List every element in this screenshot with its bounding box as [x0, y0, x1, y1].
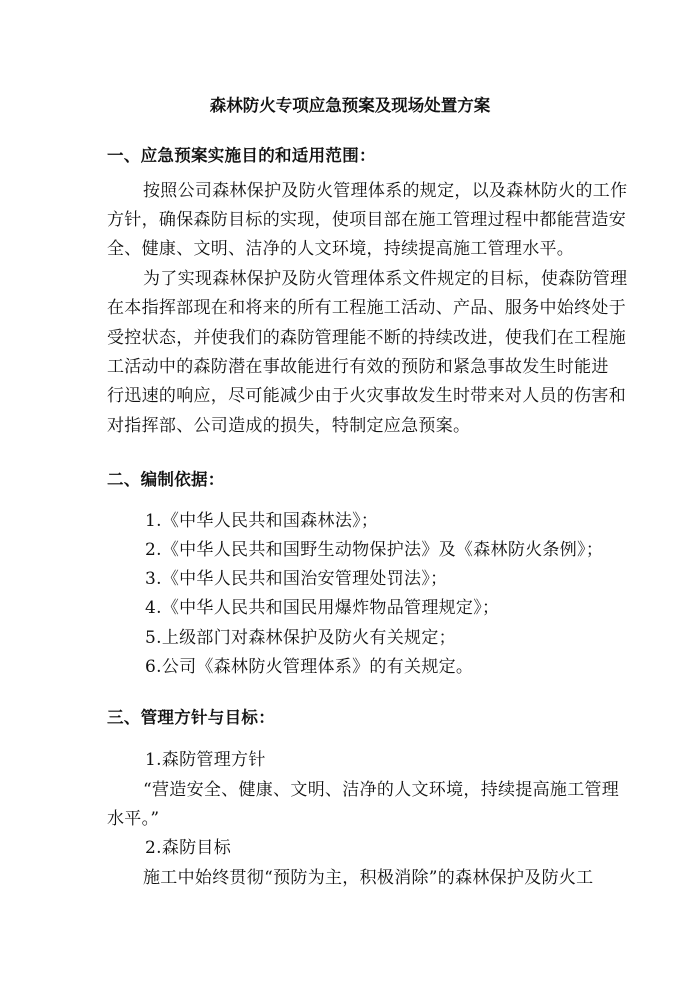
paragraph-line: “营造安全、健康、文明、洁净的人文环境，持续提高施工管理 [143, 780, 620, 800]
section1-heading: 一、应急预案实施目的和适用范围： [107, 146, 376, 165]
section2-heading: 二、编制依据： [107, 470, 225, 489]
list-item: 6.公司《森林防火管理体系》的有关规定。 [145, 657, 474, 677]
list-item: 1.《中华人民共和国森林法》； [145, 511, 379, 531]
paragraph-line: 水平。” [107, 809, 160, 829]
subheading: 2.森防目标 [145, 838, 232, 858]
paragraph-line: 行迅速的响应，尽可能减少由于火灾事故发生时带来对人员的伤害和 [107, 386, 626, 406]
section3-heading: 三、管理方针与目标： [107, 708, 275, 727]
document-title: 森林防火专项应急预案及现场处置方案 [209, 96, 491, 115]
paragraph-line: 受控状态，并使我们的森防管理能不断的持续改进，使我们在工程施 [107, 328, 626, 348]
list-item: 2.《中华人民共和国野生动物保护法》及《森林防火条例》； [145, 540, 604, 560]
paragraph-line: 在本指挥部现在和将来的所有工程施工活动、产品、服务中始终处于 [107, 298, 626, 318]
list-item: 5.上级部门对森林保护及防火有关规定； [145, 628, 456, 648]
paragraph-line: 工活动中的森防潜在事故能进行有效的预防和紧急事故发生时能进 [107, 357, 609, 377]
paragraph-line: 施工中始终贯彻“预防为主，积极消除”的森林保护及防火工 [143, 868, 594, 888]
paragraph-line: 全、健康、文明、洁净的人文环境，持续提高施工管理水平。 [107, 239, 575, 259]
list-item: 3.《中华人民共和国治安管理处罚法》； [145, 569, 448, 589]
list-item: 4.《中华人民共和国民用爆炸物品管理规定》； [145, 598, 500, 618]
paragraph-line: 按照公司森林保护及防火管理体系的规定，以及森林防火的工作 [143, 181, 628, 201]
paragraph-line: 对指挥部、公司造成的损失，特制定应急预案。 [107, 416, 471, 436]
subheading: 1.森防管理方针 [145, 750, 266, 770]
paragraph-line: 方针，确保森防目标的实现，使项目部在施工管理过程中都能营造安 [107, 210, 626, 230]
paragraph-line: 为了实现森林保护及防火管理体系文件规定的目标，使森防管理 [143, 269, 628, 289]
